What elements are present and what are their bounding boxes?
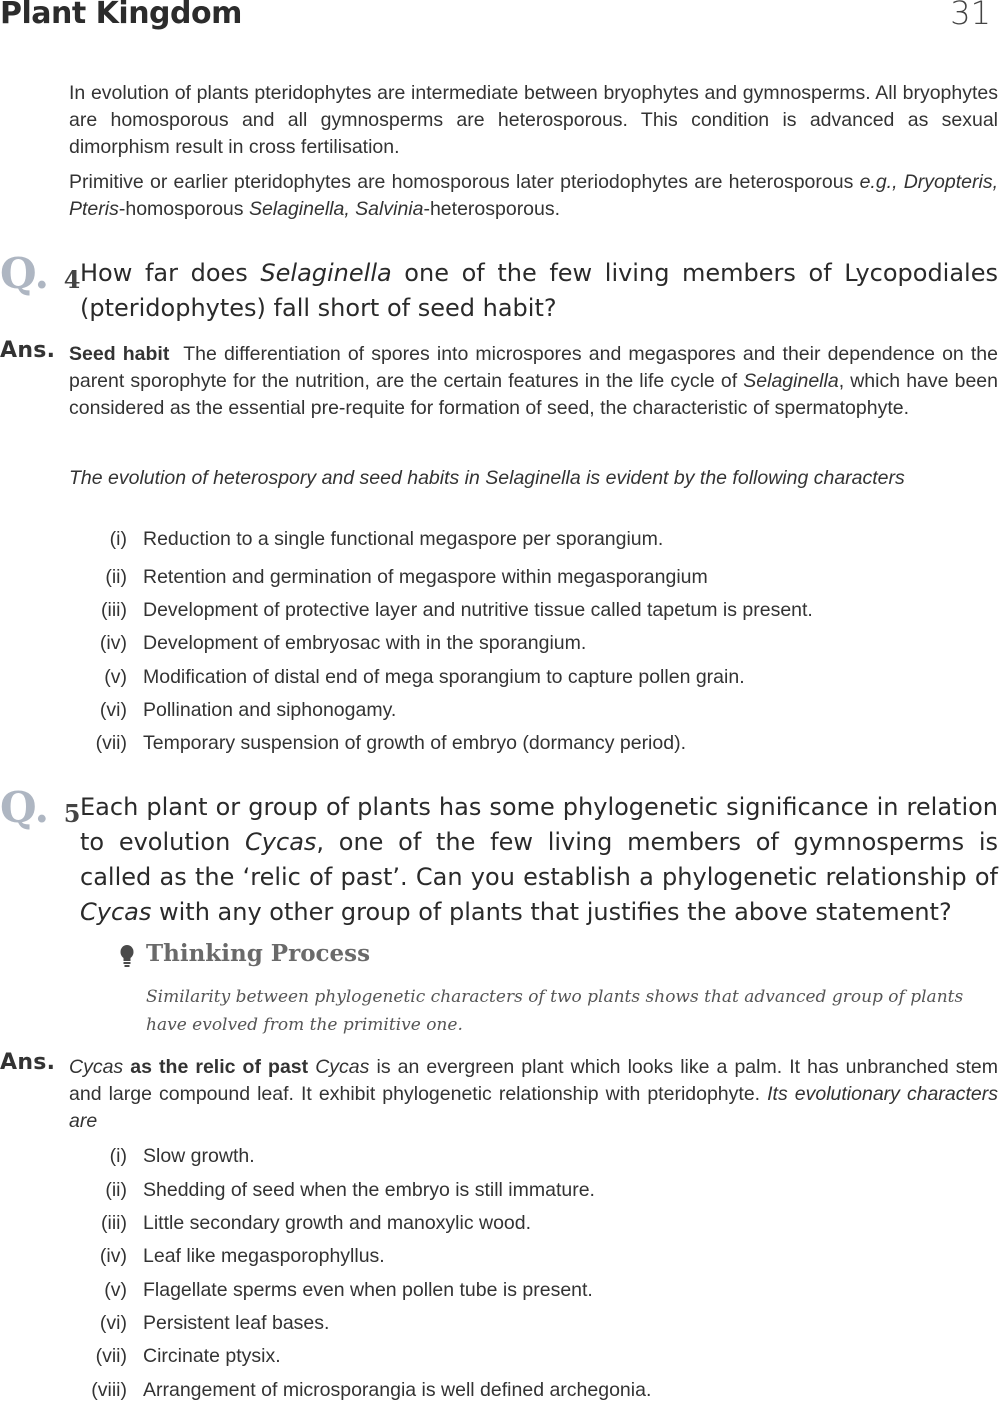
q4-answer-text: , which have been considered as the essential pre-requite for formation of seed, the characteristic of spermatophyte. [69,370,998,419]
q5-list-item-text: Arrangement of microsporangia is well defined archegonia. [143,1379,652,1401]
q5-list-item-number: (vi) [99,1312,127,1334]
q4-list-item-number: (i) [109,528,127,550]
q5-answer-italic: Cycas [69,1056,124,1078]
question-number: 5 [63,799,81,828]
q4-list-item [69,730,998,757]
q5-list-item [69,1210,998,1237]
q4-answer-italic: Selaginella [743,370,839,392]
q4-answer-paragraph-2: The evolution of heterospory and seed habits in Selaginella is evident by the following characters [69,467,905,489]
intro-p2-hetero-examples: Selaginella, Salvinia [248,198,424,220]
question-number: 4 [63,265,81,294]
q5-list-item [69,1310,998,1337]
q4-list-item [69,526,998,553]
q4-list-item-number: (vii) [95,732,127,754]
q5-list-item [69,1377,998,1404]
q4-list-item-number: (iv) [99,632,127,654]
question-5-marker [0,783,81,835]
q5-list-item-text: Slow growth. [143,1145,255,1167]
q4-list-item-number: (v) [104,666,127,688]
page-number: 31 [950,0,991,32]
q5-answer-italic: Cycas [315,1056,370,1078]
q5-list-item-text: Little secondary growth and manoxylic wood. [143,1212,532,1234]
intro-p2-examples: e.g., Dryopteris, Pteris [69,171,998,220]
q4-answer-paragraph-1 [69,341,998,422]
q4-list-item-text: Development of protective layer and nutritive tissue called tapetum is present. [143,599,813,621]
q5-text-part: Each plant or group of plants has some phylogenetic significance in relation to evolution [80,793,998,856]
question-mark-q: Q. [0,249,50,298]
q5-list-item-text: Shedding of seed when the embryo is still immature. [143,1179,595,1201]
question-4-marker [0,249,81,301]
q4-list-item-number: (vi) [99,699,127,721]
intro-p2-homosporous: -homosporous [118,198,249,220]
q4-list-item [69,697,998,724]
q4-text-italic: Selaginella [260,259,392,287]
q5-text-part: , one of the few living members of gymnosperms is called as the ‘relic of past’. Can you establish a phylogenetic relationship of [80,828,998,891]
q5-text-italic: Cycas [245,828,317,856]
q5-list-item [69,1243,998,1270]
q4-list-item-text: Pollination and siphonogamy. [143,699,397,721]
q4-list-item-number: (ii) [105,566,127,588]
q4-text-part: How far does [80,259,261,287]
q5-list-item-text: Circinate ptysix. [143,1345,281,1367]
q5-list-item-number: (ii) [105,1179,127,1201]
q4-list-item-text: Modification of distal end of mega sporangium to capture pollen grain. [143,666,745,688]
q5-list-item-number: (vii) [95,1345,127,1367]
q5-list-item-text: Flagellate sperms even when pollen tube is present. [143,1279,593,1301]
q5-text-italic: Cycas [80,898,152,926]
q5-answer-paragraph [69,1054,998,1135]
q5-list-item [69,1277,998,1304]
intro-paragraph-2 [69,169,998,223]
q4-list-item-text: Development of embryosac with in the sporangium. [143,632,587,654]
q5-text-part: with any other group of plants that justifies the above statement? [151,898,952,926]
q4-list-item-text: Temporary suspension of growth of embryo (dormancy period). [143,732,686,754]
q4-answer-text: The differentiation of spores into microspores and megaspores and their dependence on the parent sporophyte for the nutrition, are the certain features in the life cycle of [69,343,998,392]
thinking-process-title: Thinking Process [146,940,371,967]
q5-list-item-number: (i) [109,1145,127,1167]
q5-answer-label: Ans. [0,1050,56,1075]
intro-p2-heterosporous: -heterosporous. [423,198,561,220]
page-title: Plant Kingdom [0,0,242,31]
q4-list-item [69,630,998,657]
q5-list-item-text: Leaf like megasporophyllus. [143,1245,385,1267]
q4-list-item [69,597,998,624]
q5-list-item-text: Persistent leaf bases. [143,1312,330,1334]
q4-list-item-text: Reduction to a single functional megaspore per sporangium. [143,528,664,550]
q5-list-item-number: (iii) [101,1212,127,1234]
q5-list-item [69,1177,998,1204]
q4-list-item [69,664,998,691]
question-5-text [80,790,998,930]
thinking-process-text: Similarity between phylogenetic characters of two plants shows that advanced group of plants have evolved from the primitive one. [146,987,964,1035]
q5-answer-italic: Its evolutionary characters are [69,1083,998,1132]
intro-paragraph-1: In evolution of plants pteridophytes are intermediate between bryophytes and gymnosperms. All bryophytes are homosporous and all gymnosperms are heterosporous. This condition is advanced as sexual dimorphism result in cross fertilisation. [69,82,998,158]
q5-list-item-number: (v) [104,1279,127,1301]
q4-answer-label: Ans. [0,338,56,363]
q5-answer-heading: as the relic of past [123,1056,316,1078]
lightbulb-icon [118,944,136,973]
question-4-text [80,256,998,326]
q4-list-item-number: (iii) [101,599,127,621]
q5-list-item [69,1143,998,1170]
q5-answer-text: is an evergreen plant which looks like a palm. It has unbranched stem and large compound leaf. It exhibit phylogenetic relationship with pteridophyte. [69,1056,998,1105]
q5-list-item-number: (iv) [99,1245,127,1267]
question-mark-q: Q. [0,783,50,832]
q5-list-item-number: (viii) [91,1379,127,1401]
q4-list-item [69,564,998,591]
intro-p2-text: Primitive or earlier pteridophytes are homosporous later pteriodophytes are heterosporous [69,171,854,193]
q4-text-part: one of the few living members of Lycopodiales (pteridophytes) fall short of seed habit? [80,259,998,322]
q4-answer-heading: Seed habit [69,343,170,365]
q4-list-item-text: Retention and germination of megaspore within megasporangium [143,566,708,588]
q5-list-item [69,1343,998,1370]
